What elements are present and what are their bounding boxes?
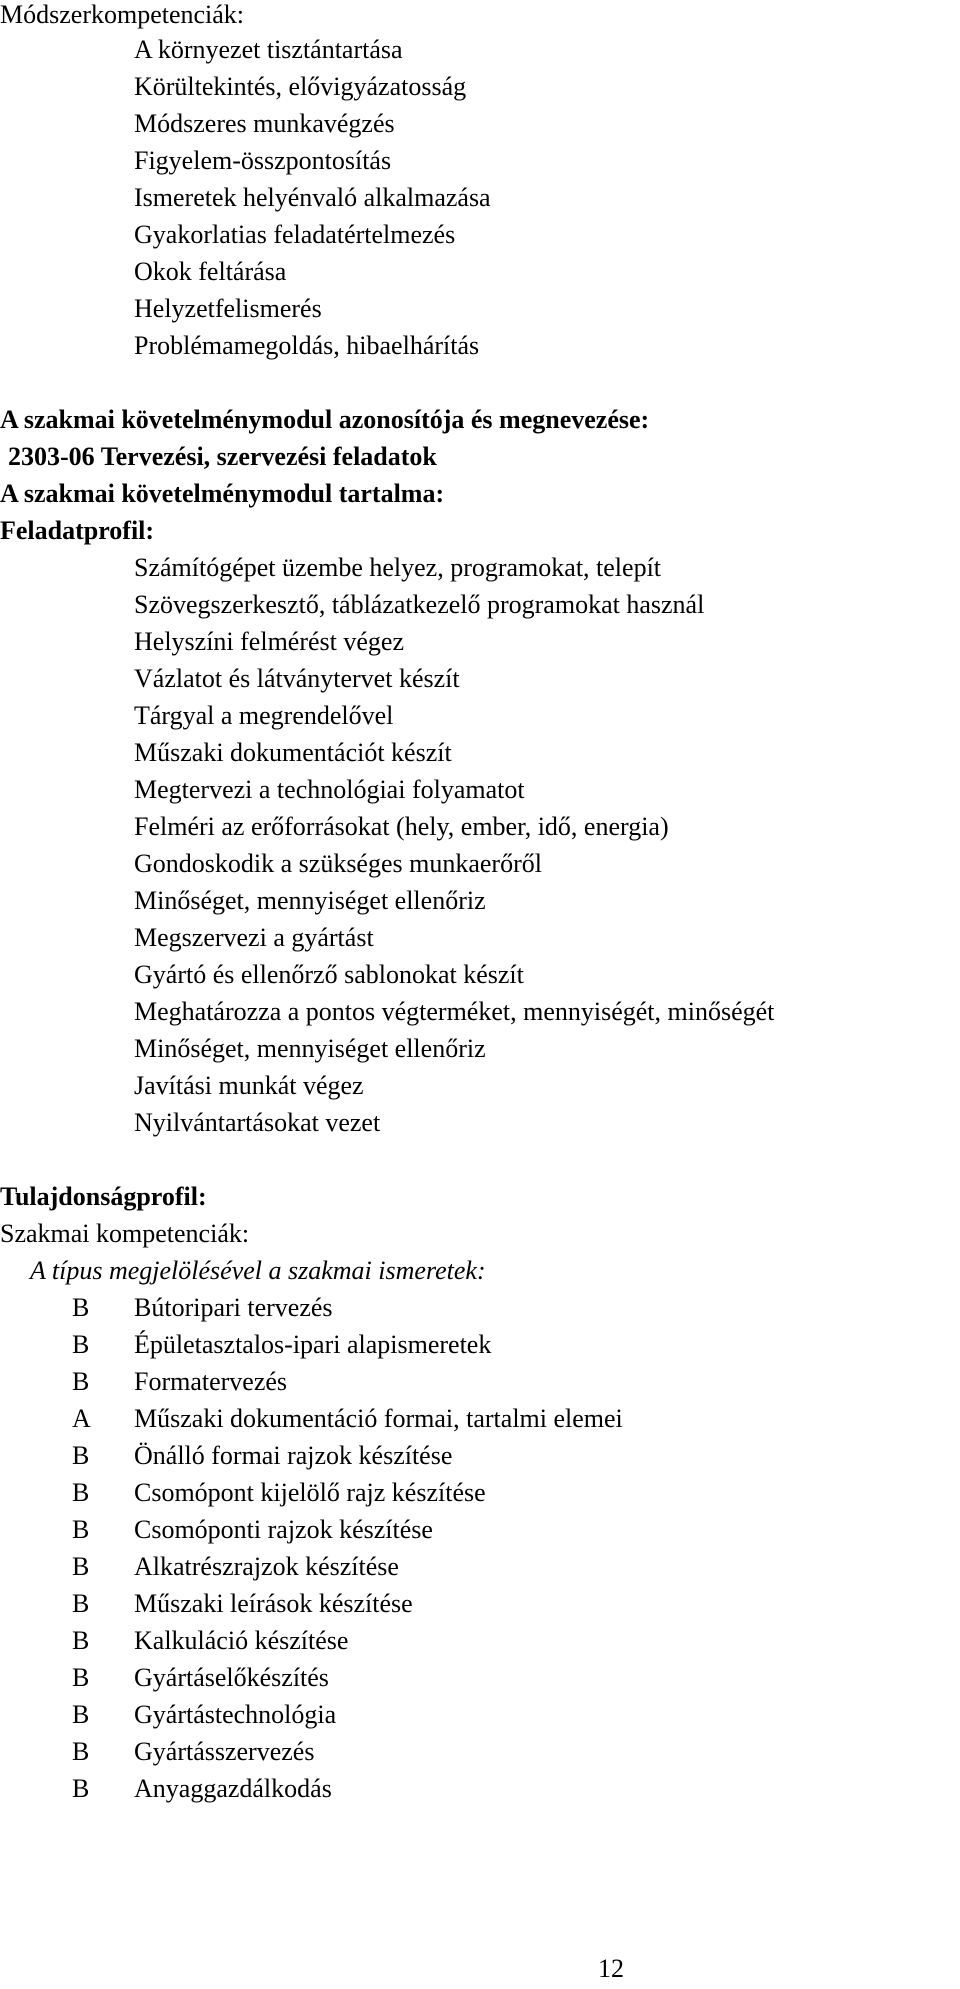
modszer-item: Ismeretek helyénvaló alkalmazása <box>134 183 491 212</box>
ismeret-name: Anyaggazdálkodás <box>134 1774 332 1803</box>
ismeret-name: Önálló formai rajzok készítése <box>134 1441 453 1470</box>
ismeret-name: Kalkuláció készítése <box>134 1626 349 1655</box>
ismeret-type: B <box>72 1774 90 1803</box>
ismeret-name: Épületasztalos-ipari alapismeretek <box>134 1330 492 1359</box>
feladat-item: Vázlatot és látványtervet készít <box>134 664 460 693</box>
feladat-item: Számítógépet üzembe helyez, programokat, telepít <box>134 553 662 582</box>
ismeret-type: B <box>72 1626 90 1655</box>
modszer-item: Gyakorlatias feladatértelmezés <box>134 220 456 249</box>
feladat-item: Megszervezi a gyártást <box>134 923 374 952</box>
ismeret-type: B <box>72 1293 90 1322</box>
ismeret-type: B <box>72 1515 90 1544</box>
ismeret-name: Gyártástechnológia <box>134 1700 337 1729</box>
modszer-item: Okok feltárása <box>134 257 287 286</box>
ismeret-type: B <box>72 1737 90 1766</box>
feladat-item: Tárgyal a megrendelővel <box>134 701 394 730</box>
feladat-item: Helyszíni felmérést végez <box>134 627 404 656</box>
ismeret-name: Csomóponti rajzok készítése <box>134 1515 433 1544</box>
szakmai-kompetenciak-heading: Szakmai kompetenciák: <box>0 1219 250 1248</box>
feladat-item: Minőséget, mennyiséget ellenőriz <box>134 886 486 915</box>
ismeret-type: B <box>72 1589 90 1618</box>
ismeret-type: B <box>72 1552 90 1581</box>
ismeret-name: Gyártáselőkészítés <box>134 1663 329 1692</box>
modszer-item: Problémamegoldás, hibaelhárítás <box>134 331 480 360</box>
modszer-item: Módszeres munkavégzés <box>134 109 395 138</box>
ismeret-name: Gyártásszervezés <box>134 1737 315 1766</box>
ismeret-type: B <box>72 1663 90 1692</box>
ismeret-type: A <box>72 1404 91 1433</box>
feladat-item: Gyártó és ellenőrző sablonokat készít <box>134 960 524 989</box>
ismeret-name: Csomópont kijelölő rajz készítése <box>134 1478 486 1507</box>
ismeret-type: B <box>72 1330 90 1359</box>
ismeret-name: Műszaki leírások készítése <box>134 1589 413 1618</box>
ismeret-type: B <box>72 1700 90 1729</box>
modszer-item: Körültekintés, elővigyázatosság <box>134 72 467 101</box>
ismeret-name: Bútoripari tervezés <box>134 1293 333 1322</box>
ismeret-type: B <box>72 1441 90 1470</box>
feladat-item: Szövegszerkesztő, táblázatkezelő programokat használ <box>134 590 705 619</box>
modszer-item: Helyzetfelismerés <box>134 294 322 323</box>
module-id-value: 2303-06 Tervezési, szervezési feladatok <box>8 442 437 471</box>
feladat-item: Minőséget, mennyiséget ellenőriz <box>134 1034 486 1063</box>
ismeret-type: B <box>72 1478 90 1507</box>
modszer-heading: Módszerkompetenciák: <box>0 0 245 29</box>
feladatprofil-heading: Feladatprofil: <box>0 516 155 545</box>
module-content-heading: A szakmai követelménymodul tartalma: <box>0 479 445 508</box>
feladat-item: Műszaki dokumentációt készít <box>134 738 452 767</box>
ismeret-type: B <box>72 1367 90 1396</box>
ismeret-name: Műszaki dokumentáció formai, tartalmi elemei <box>134 1404 623 1433</box>
page-number: 12 <box>598 1954 624 1983</box>
feladat-item: Gondoskodik a szükséges munkaerőről <box>134 849 542 878</box>
modszer-item: A környezet tisztántartása <box>134 35 403 64</box>
feladat-item: Nyilvántartásokat vezet <box>134 1108 381 1137</box>
tulajdonsag-heading: Tulajdonságprofil: <box>0 1182 207 1211</box>
feladat-item: Meghatározza a pontos végterméket, mennyiségét, minőségét <box>134 997 775 1026</box>
ismeret-name: Formatervezés <box>134 1367 288 1396</box>
module-id-heading: A szakmai követelménymodul azonosítója és megnevezése: <box>0 405 650 434</box>
feladat-item: Megtervezi a technológiai folyamatot <box>134 775 525 804</box>
modszer-item: Figyelem-összpontosítás <box>134 146 392 175</box>
tipus-ismeretek-heading: A típus megjelölésével a szakmai ismeretek: <box>30 1256 486 1285</box>
ismeret-name: Alkatrészrajzok készítése <box>134 1552 399 1581</box>
feladat-item: Javítási munkát végez <box>134 1071 364 1100</box>
feladat-item: Felméri az erőforrásokat (hely, ember, idő, energia) <box>134 812 669 841</box>
